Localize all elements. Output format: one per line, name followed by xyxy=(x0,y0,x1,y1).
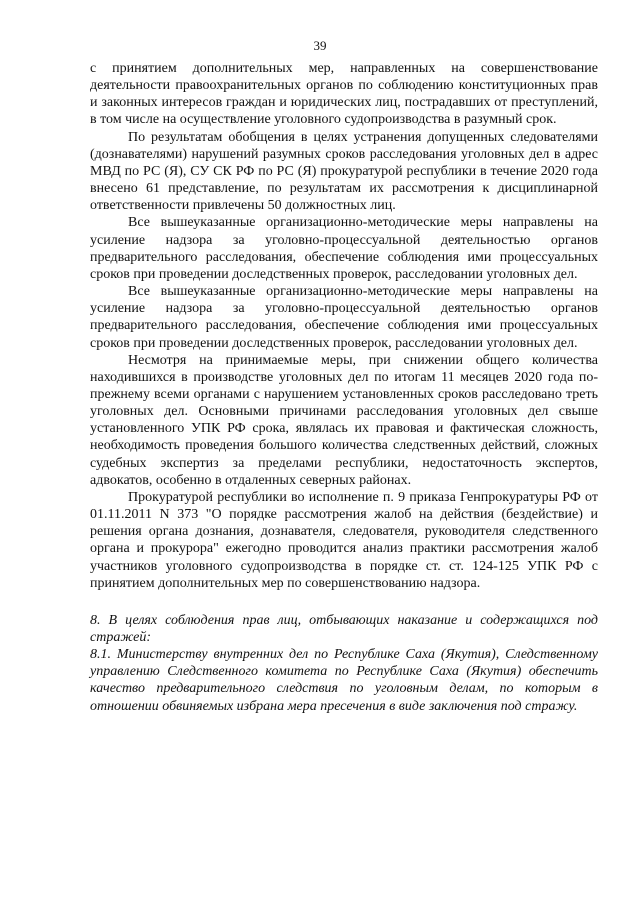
section-spacer xyxy=(90,592,598,612)
document-body xyxy=(90,60,598,715)
paragraph-despite-measures: Несмотря на принимаемые меры, при снижении общего количества находившихся в производстве уголовных дел по итогам 11 месяцев 2020 года по-прежнему всеми органами с нарушением установленных сроков расследовано треть уголовных дел. Основными причинами расследования уголовных дел свыше установленного УПК РФ срока, являлась их правовая и фактическая сложность, необходимость проведения большого количества следственных действий, сложных судебных экспертиз за пределами республики, недостаточность экспертов, адвокатов, особенно в отдаленных северных районах. xyxy=(90,352,598,488)
paragraph-complaints-analysis: Прокуратурой республики во исполнение п. 9 приказа Генпрокуратуры РФ от 01.11.2011 N 373 "О порядке рассмотрения жалоб на действия (бездействие) и решения органа дознания, дознавателя, следователя, руководителя следственного органа и прокурора" ежегодно проводится анализ практики рассмотрения жалоб участников уголовного судопроизводства в порядке ст. ст. 124-125 УПК РФ с принятием дополнительных мер по совершенствованию надзора. xyxy=(90,489,598,591)
paragraph-representations: По результатам обобщения в целях устранения допущенных следователями (дознавателями) нарушений разумных сроков расследования уголовных дел в адрес МВД по РС (Я), СУ СК РФ по РС (Я) прокуратурой республики в течение 2020 года внесено 61 представление, по результатам их рассмотрения к дисциплинарной ответственности привлечены 50 должностных лиц. xyxy=(90,129,598,214)
paragraph-continuation: с принятием дополнительных мер, направленных на совершенствование деятельности правоохранительных органов по соблюдению конституционных прав и законных интересов граждан и юридических лиц, пострадавших от преступлений, в том числе на осуществление уголовного судопроизводства в разумный срок. xyxy=(90,61,598,128)
page-number: 39 xyxy=(313,38,327,53)
section-heading: 8. В целях соблюдения прав лиц, отбывающих наказание и содержащихся под стражей: xyxy=(90,612,598,645)
section-item: 8.1. Министерству внутренних дел по Республике Саха (Якутия), Следственному управлению Следственного комитета по Республике Саха (Якутия) обеспечить качество предварительного следствия по уголовным делам, по которым в отношении обвиняемых избрана мера пресечения в виде заключения под стражу. xyxy=(90,647,598,714)
paragraph-measures-repeat: Все вышеуказанные организационно-методические меры направлены на усиление надзора за уголовно-процессуальной деятельностью органов предварительного расследования, обеспечение соблюдения ими процессуальных сроков при проведении доследственных проверок, расследовании уголовных дел. xyxy=(90,284,598,351)
paragraph-measures: Все вышеуказанные организационно-методические меры направлены на усиление надзора за уголовно-процессуальной деятельностью органов предварительного расследования, обеспечение соблюдения ими процессуальных сроков при проведении доследственных проверок, расследовании уголовных дел. xyxy=(90,215,598,282)
